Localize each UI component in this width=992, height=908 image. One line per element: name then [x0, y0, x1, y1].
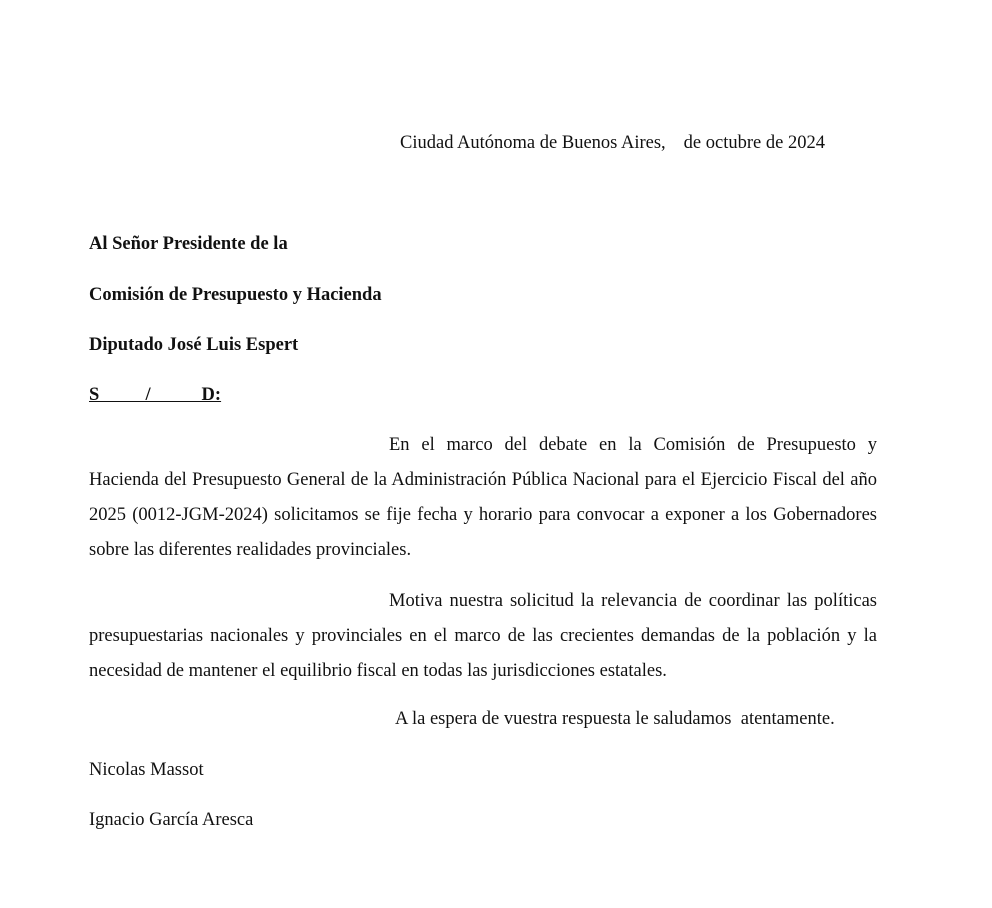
addressee-line-2: Comisión de Presupuesto y Hacienda: [89, 285, 382, 305]
addressee-line-3: Diputado José Luis Espert: [89, 335, 299, 355]
body-paragraph-2: Motiva nuestra solicitud la relevancia de coordinar las políticas presupuestarias nacionales y provinciales en el marco de las crecientes demandas de la población y la necesidad de mantener el equilibrio fiscal en todas las jurisdicciones estatales.: [89, 591, 877, 681]
signer-name-2: Ignacio García Aresca: [89, 810, 254, 830]
place-text: Ciudad Autónoma de Buenos Aires,: [400, 133, 666, 153]
salutation-sd: S / D:: [89, 385, 222, 405]
signer-name-1: Nicolas Massot: [89, 760, 204, 780]
addressee-line-1: Al Señor Presidente de la: [89, 234, 288, 254]
body-paragraph-1: En el marco del debate en la Comisión de Presupuesto y Hacienda del Presupuesto General de la Administración Pública Nacional para el Ejercicio Fiscal del año 2025 (0012-JGM-2024) solicitamos se fije fecha y horario para convocar a exponer a los Gobernadores sobre las diferentes realidades provinciales.: [89, 435, 877, 560]
closing-line: A la espera de vuestra respuesta le saludamos atentamente.: [395, 709, 835, 729]
date-text: de octubre de 2024: [683, 133, 825, 153]
date-line: [400, 133, 825, 154]
